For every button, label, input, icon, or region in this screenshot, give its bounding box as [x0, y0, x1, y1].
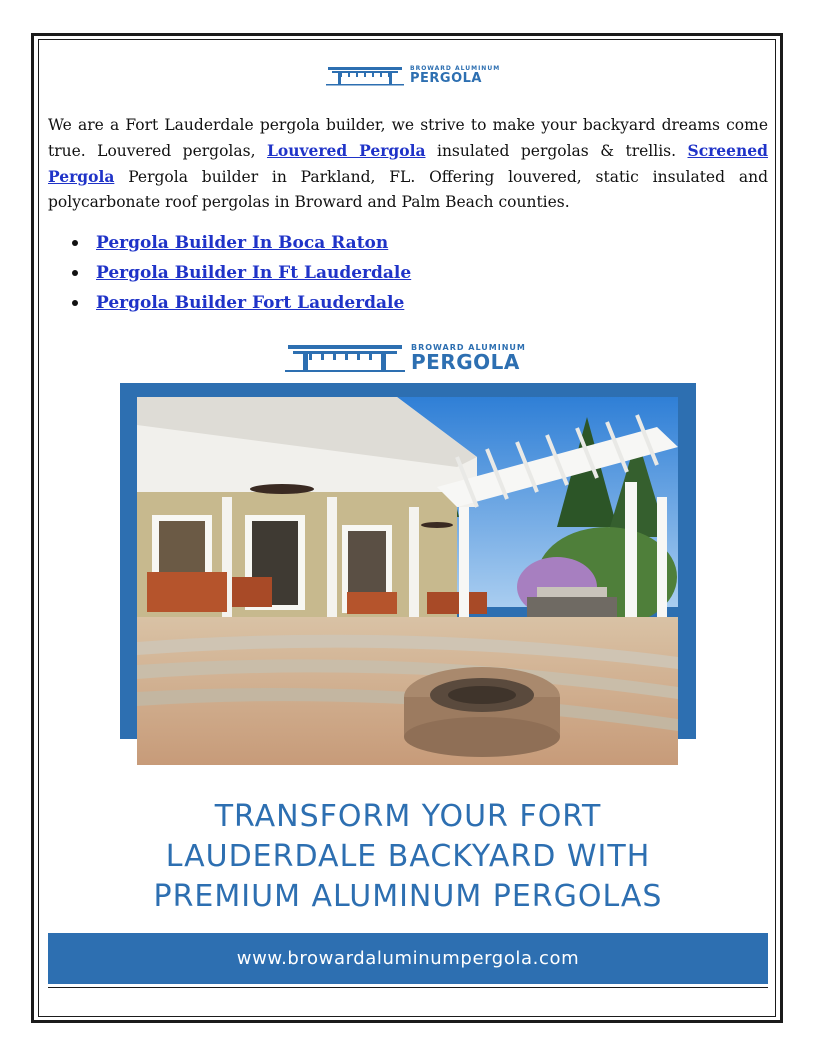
website-url[interactable]: www.browardaluminumpergola.com: [236, 948, 580, 969]
builder-links-list: [56, 230, 411, 320]
headline-line-2: LAUDERDALE BACKYARD WITH: [165, 839, 651, 874]
backyard-pergola-photo: [137, 397, 678, 765]
logo-main-text: PERGOLA: [410, 71, 482, 86]
bullet-icon: [72, 270, 78, 276]
logo-top-text: BROWARD ALUMINUM: [411, 342, 526, 352]
link-fort-lauderdale[interactable]: Pergola Builder Fort Lauderdale: [96, 293, 405, 313]
link-boca-raton[interactable]: Pergola Builder In Boca Raton: [96, 233, 389, 253]
headline-line-3: PREMIUM ALUMINUM PERGOLAS: [153, 879, 663, 914]
intro-text-3: Pergola builder in Parkland, FL. Offering louvered, static insulated and polycarbonate roof pergolas in Broward and Palm Beach counties.: [48, 168, 768, 211]
louvered-pergola-link[interactable]: Louvered Pergola: [266, 141, 426, 160]
website-banner: [48, 933, 768, 984]
brand-logo-main: [285, 341, 526, 373]
list-item: [56, 260, 411, 290]
pergola-logo-icon: [285, 341, 405, 373]
list-item: [56, 290, 411, 320]
bullet-icon: [72, 240, 78, 246]
link-ft-lauderdale[interactable]: Pergola Builder In Ft Lauderdale: [96, 263, 412, 283]
intro-paragraph: [48, 113, 768, 215]
bullet-icon: [72, 300, 78, 306]
intro-text-1: We are a Fort Lauderdale pergola builder, we strive to make your backyard dreams come true. Louvered pergolas,: [48, 116, 768, 160]
brand-logo-top: [326, 64, 500, 86]
intro-text-2: insulated pergolas & trellis.: [425, 142, 688, 160]
list-item: [56, 230, 411, 260]
screened-pergola-link[interactable]: Screened Pergola: [48, 141, 768, 186]
headline-line-1: TRANSFORM YOUR FORT: [214, 799, 602, 834]
logo-top-text: BROWARD ALUMINUM: [410, 65, 501, 72]
footer-divider: [48, 987, 768, 988]
pergola-logo-icon: [326, 64, 404, 86]
logo-main-text: PERGOLA: [411, 349, 520, 374]
headline: [100, 797, 716, 917]
